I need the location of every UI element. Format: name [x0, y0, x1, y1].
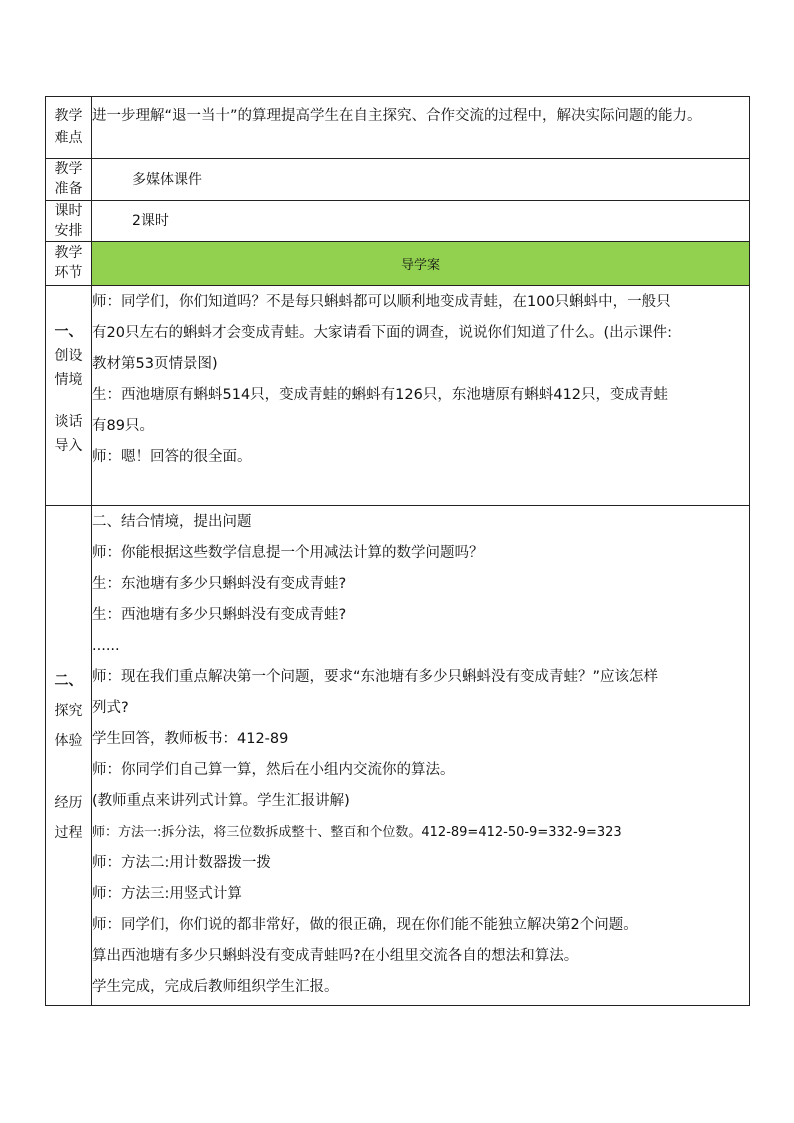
label-teaching-preparation: 教学 准备	[46, 159, 92, 201]
content-teaching-preparation: 多媒体课件	[92, 159, 750, 201]
label-class-schedule: 课时 安排	[46, 201, 92, 242]
row-section-1	[46, 286, 750, 506]
content-teaching-difficulty: 进一步理解“退一当十”的算理提高学生在自主探究、合作交流的过程中，解决实际问题的能力。	[92, 97, 750, 159]
row-class-schedule	[46, 201, 750, 242]
label-section-2: 二、 探究 体验 经历 过程	[46, 506, 92, 1006]
label-teaching-difficulty: 教学 难点	[46, 97, 92, 159]
content-section-1: 师：同学们，你们知道吗？不是每只蝌蚪都可以顺利地变成青蛙，在100只蝌蚪中，一般只 有20只左右的蝌蚪才会变成青蛙。大家请看下面的调查，说说你们知道了什么。(出示课件: 教材第53页情景图) 生：西池塘原有蝌蚪514只，变成青蛙的蝌蚪有126只，东池塘原有蝌蚪412只，变成青蛙 有89只。 师：嗯！回答的很全面。	[92, 286, 750, 506]
row-section-2	[46, 506, 750, 1006]
label-teaching-stage: 教学 环节	[46, 242, 92, 286]
label-section-1: 一、 创设 情境 谈话 导入	[46, 286, 92, 506]
row-teaching-stage	[46, 242, 750, 286]
stage-header-green: 导学案	[92, 242, 750, 286]
content-class-schedule: 2课时	[92, 201, 750, 242]
content-section-2: 二、结合情境，提出问题 师：你能根据这些数学信息提一个用减法计算的数学问题吗？ 生：东池塘有多少只蝌蚪没有变成青蛙? 生：西池塘有多少只蝌蚪没有变成青蛙? ...... 师：现在我们重点解决第一个问题，要求“东池塘有多少只蝌蚪没有变成青蛙？”应该怎样 列式? 学生回答，教师板书：412-89 师：你同学们自己算一算，然后在小组内交流你的算法。 (教师重点来讲列式计算。学生汇报讲解) 师：方法一:拆分法，将三位数拆成整十、整百和个位数。412-89=412-50-9=332-9=323 师：方法二:用计数器拨一拨 师：方法三:用竖式计算 师：同学们，你们说的都非常好，做的很正确，现在你们能不能独立解决第2个问题。 算出西池塘有多少只蝌蚪没有变成青蛙吗?在小组里交流各自的想法和算法。 学生完成，完成后教师组织学生汇报。	[92, 506, 750, 1006]
row-teaching-difficulty	[46, 97, 750, 159]
lesson-plan-table	[45, 96, 750, 1006]
row-teaching-preparation	[46, 159, 750, 201]
